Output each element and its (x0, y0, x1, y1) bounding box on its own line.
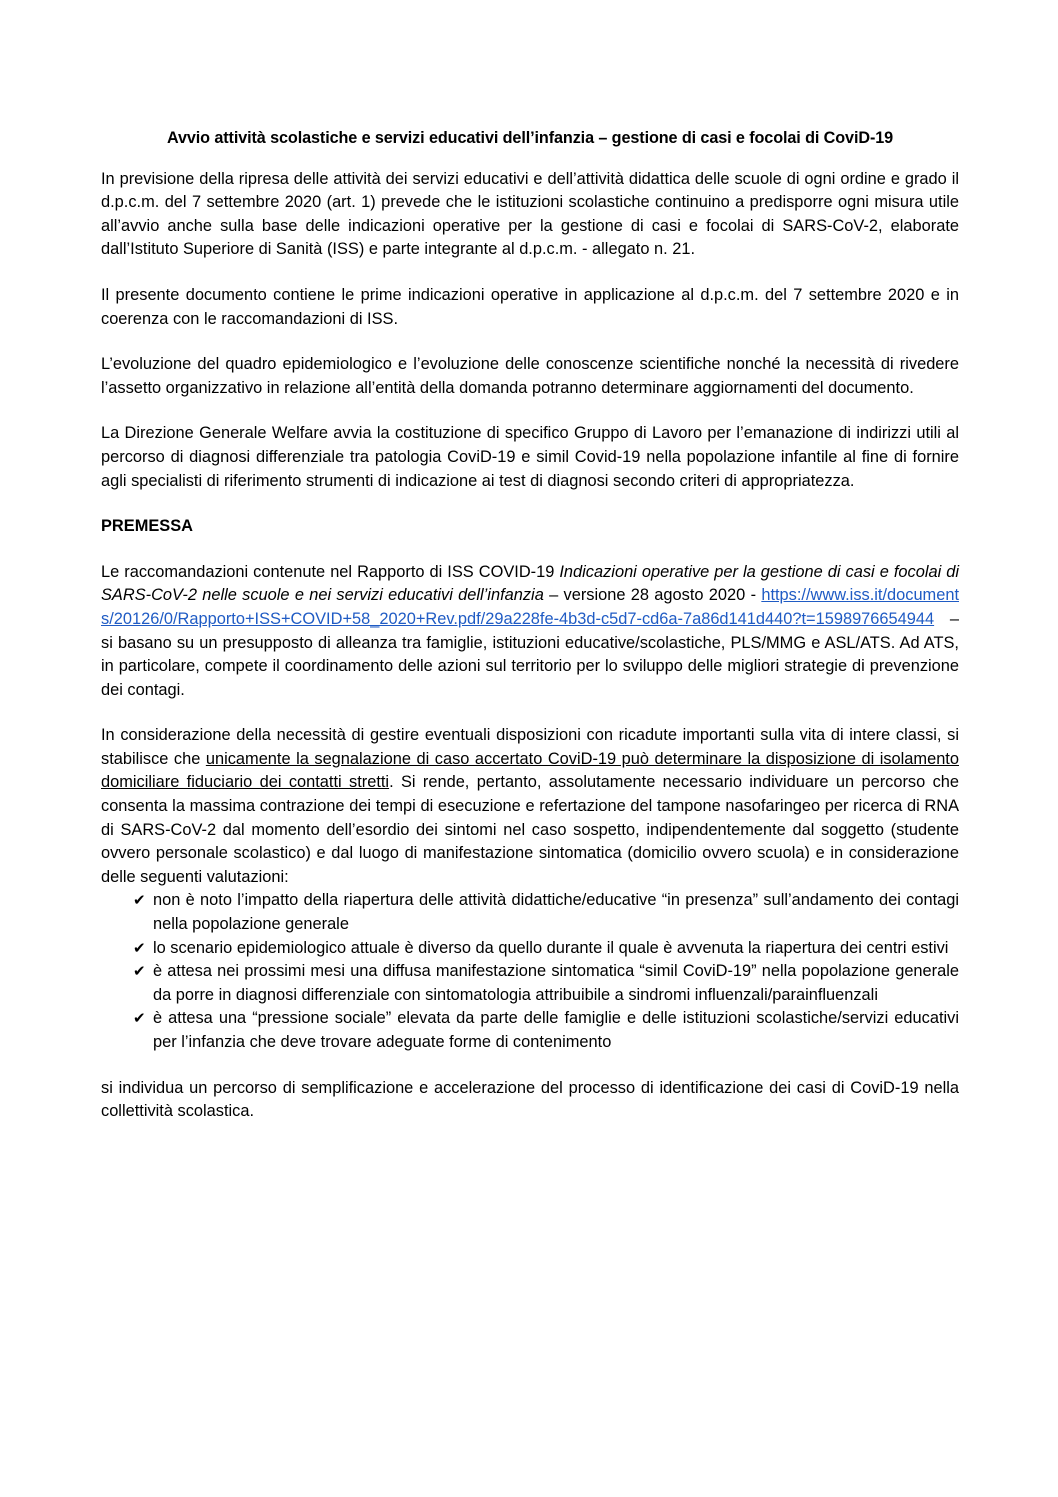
check-icon: ✔ (133, 892, 146, 910)
paragraph-evolution: L’evoluzione del quadro epidemiologico e l’evoluzione delle conoscenze scientifiche nonché la necessità di rivedere l’assetto organizzativo in relazione all’entità della domanda potranno determinare aggiornamenti del documento. (101, 355, 959, 397)
list-item (101, 937, 959, 961)
list-item-text: lo scenario epidemiologico attuale è diverso da quello durante il quale è avvenuta la riapertura dei centri estivi (153, 938, 949, 957)
check-icon: ✔ (133, 939, 146, 957)
list-item-text: non è noto l’impatto della riapertura delle attività didattiche/educative “in presenza” sull’andamento dei contagi nella popolazione generale (153, 891, 959, 934)
paragraph-conclusion: si individua un percorso di semplificazione e accelerazione del processo di identificazione dei casi di CoviD-19 nella collettività scolastica. (101, 1078, 959, 1121)
underlined-rule: unicamente la segnalazione di caso accertato CoviD-19 può determinare la disposizione di isolamento domiciliare fiduciario dei contatti stretti (101, 749, 959, 792)
paragraph-intro: In previsione della ripresa delle attività dei servizi educativi e dell’attività didattica delle scuole di ogni ordine e grado il d.p.c.m. del 7 settembre 2020 (art. 1) prevede che le istituzioni scolastiche continuino a predisporre ogni misura utile all’avvio anche sulla base delle indicazioni operative per la gestione di casi e focolai di SARS-CoV-2, elaborate dall’Istituto Superiore di Sanità (ISS) e parte integrante al d.p.c.m. - allegato n. 21. (101, 169, 959, 259)
iss-report-link[interactable]: https://www.iss.it/documents/20126/0/Rapporto+ISS+COVID+58_2020+Rev.pdf/29a228fe-4b3d-c5d7-cd6a-7a86d141d440?t=1598976654944 (101, 586, 959, 628)
document-body (101, 127, 959, 1146)
list-item-text: è attesa nei prossimi mesi una diffusa manifestazione sintomatica “simil CoviD-19” nella popolazione generale da porre in diagnosi differenziale con sintomatologia attribuibile a sindromi influenzali/parainfluenzali (153, 962, 959, 1004)
list-item (101, 960, 959, 1007)
list-item-text: è attesa una “pressione sociale” elevata da parte delle famiglie e delle istituzioni scolastiche/servizi educativi per l’infanzia che deve trovare adeguate forme di contenimento (153, 1009, 959, 1051)
list-item (101, 1007, 959, 1054)
considerations-intro: In considerazione della necessità di gestire eventuali disposizioni con ricadute importanti sulla vita di intere classi, si stabilisce che (101, 726, 959, 768)
evaluation-checklist (101, 889, 959, 1054)
considerations-rest: . Si rende, pertanto, assolutamente necessario individuare un percorso che consenta la massima contrazione dei tempi di esecuzione e refertazione del tampone nasofaringeo per ricerca di RNA di SARS-CoV-2 dal momento dell’esordio dei sintomi nel caso sospetto, indipendentemente dal soggetto (studente ovvero personale scolastico) e dal luogo di manifestazione sintomatica (domicilio ovvero scuola) e in considerazione delle seguenti valutazioni: (101, 773, 959, 886)
section-heading-premessa: PREMESSA (101, 517, 193, 536)
paragraph-scope: Il presente documento contiene le prime indicazioni operative in applicazione al d.p.c.m. del 7 settembre 2020 e in coerenza con le raccomandazioni di ISS. (101, 285, 959, 328)
paragraph-considerations (101, 724, 959, 889)
paragraph-recommendations (101, 561, 959, 703)
check-icon: ✔ (133, 963, 146, 981)
list-item (101, 889, 959, 936)
recommendations-rest: – si basano su un presupposto di alleanza tra famiglie, istituzioni educative/scolastiche, PLS/MMG e ASL/ATS. Ad ATS, in particolare, compete il coordinamento delle azioni sul territorio per lo sviluppo delle migliori strategie di prevenzione dei contagi. (101, 609, 959, 699)
report-version: – versione 28 agosto 2020 - (543, 586, 762, 605)
recommendations-intro: Le raccomandazioni contenute nel Rapporto di ISS COVID-19 (101, 562, 560, 581)
check-icon: ✔ (133, 1010, 146, 1028)
paragraph-working-group: La Direzione Generale Welfare avvia la costituzione di specifico Gruppo di Lavoro per l’emanazione di indirizzi utili al percorso di diagnosi differenziale tra patologia CoviD-19 e simil Covid-19 nella popolazione infantile al fine di fornire agli specialisti di riferimento strumenti di indicazione ai test di diagnosi secondo criteri di appropriatezza. (101, 424, 959, 490)
report-title-italic: Indicazioni operative per la gestione di casi e focolai di SARS-CoV-2 nelle scuole e nei servizi educativi dell’infanzia (101, 562, 960, 605)
document-title: Avvio attività scolastiche e servizi educativi dell’infanzia – gestione di casi e focolai di CoviD-19 (166, 129, 894, 147)
